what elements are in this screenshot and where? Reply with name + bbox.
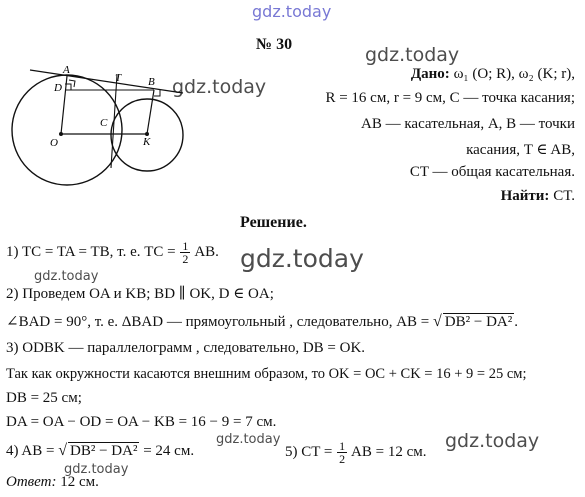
step-1-text: 1) TC = TA = TB, т. е. TC = [6,243,176,260]
given-line-4: касания, T ∈ AB, [466,142,575,158]
right-angle-b [154,90,160,96]
point-o [59,132,63,136]
given-label: Дано: [410,66,450,82]
watermark-big-center: gdz.today [240,244,364,273]
answer-text: 12 см. [60,474,99,490]
find-text: CT. [553,188,575,204]
segment-kb [147,90,154,134]
fraction-half-2 [337,440,347,465]
fraction-denominator-2: 2 [339,452,346,466]
fraction-numerator-2: 1 [339,439,346,453]
solution-step-3 [6,312,518,331]
step-9-end: AB = 12 см. [351,443,427,460]
fraction-numerator: 1 [182,239,189,253]
fraction-half [180,240,190,265]
watermark-near-figure: gdz.today [172,76,267,98]
watermark-small-left-2: gdz.today [64,462,129,477]
circle-omega1 [12,75,122,185]
label-k: K [143,136,151,148]
given-line-5: CT — общая касательная. [409,164,575,180]
step-1-end: AB. [194,243,219,260]
watermark-small-left-1: gdz.today [34,269,99,284]
label-d: D [54,82,62,94]
step-8-text: 4) AB = [6,443,55,459]
solution-title: Решение. [240,214,307,231]
label-t: T [115,72,122,84]
given-line-2: R = 16 см, r = 9 см, C — точка касания; [325,90,575,106]
solution-step-4: 3) ODBK — параллелограмм , следовательно, DB = OK. [6,340,366,356]
label-c: C [100,117,108,129]
watermark-top: gdz.today [252,2,332,21]
fraction-denominator: 2 [182,252,189,266]
geometry-figure [5,60,185,210]
given-line-3: AB — касательная, A, B — точки [361,116,575,132]
solution-step-5: Так как окружности касаются внешним образом, то OK = OC + CK = 16 + 9 = 25 см; [6,366,527,382]
problem-number: № 30 [256,36,293,53]
given-circles: ω₁ (O; R), ω₂ (K; r), [453,66,575,82]
watermark-near-title: gdz.today [365,44,460,66]
solution-step-2: 2) Проведем OA и KB; BD ∥ OK, D ∈ OA; [6,286,274,302]
sqrt-radicand-2: DB² − DA² [70,443,138,459]
label-o: O [50,137,58,149]
step-3-text: ∠BAD = 90°, т. е. ΔBAD — прямоугольный , следовательно, AB = [6,314,430,330]
solution-step-8 [6,442,194,460]
step-3-end: . [514,314,518,330]
find-label: Найти: [500,188,550,204]
sqrt-sign: √ [433,313,442,330]
answer-label: Ответ: [6,474,57,490]
step-8-end: = 24 см. [143,443,195,459]
solution-step-6: DB = 25 см; [6,390,82,406]
answer-line [6,474,99,491]
sqrt-radicand: DB² − DA² [444,314,513,330]
solution-step-1 [6,240,219,265]
sqrt-sign-2: √ [58,442,67,459]
given-line-1 [411,66,575,83]
step-9-text: 5) CT = [285,443,333,460]
watermark-right-bottom: gdz.today [445,430,540,452]
label-b: B [148,76,155,88]
label-a: A [63,64,70,76]
watermark-small-mid: gdz.today [216,432,281,447]
solution-step-9 [285,440,427,465]
solution-step-7: DA = OA − OD = OA − KB = 16 − 9 = 7 см. [6,414,277,430]
find-line [501,188,575,205]
